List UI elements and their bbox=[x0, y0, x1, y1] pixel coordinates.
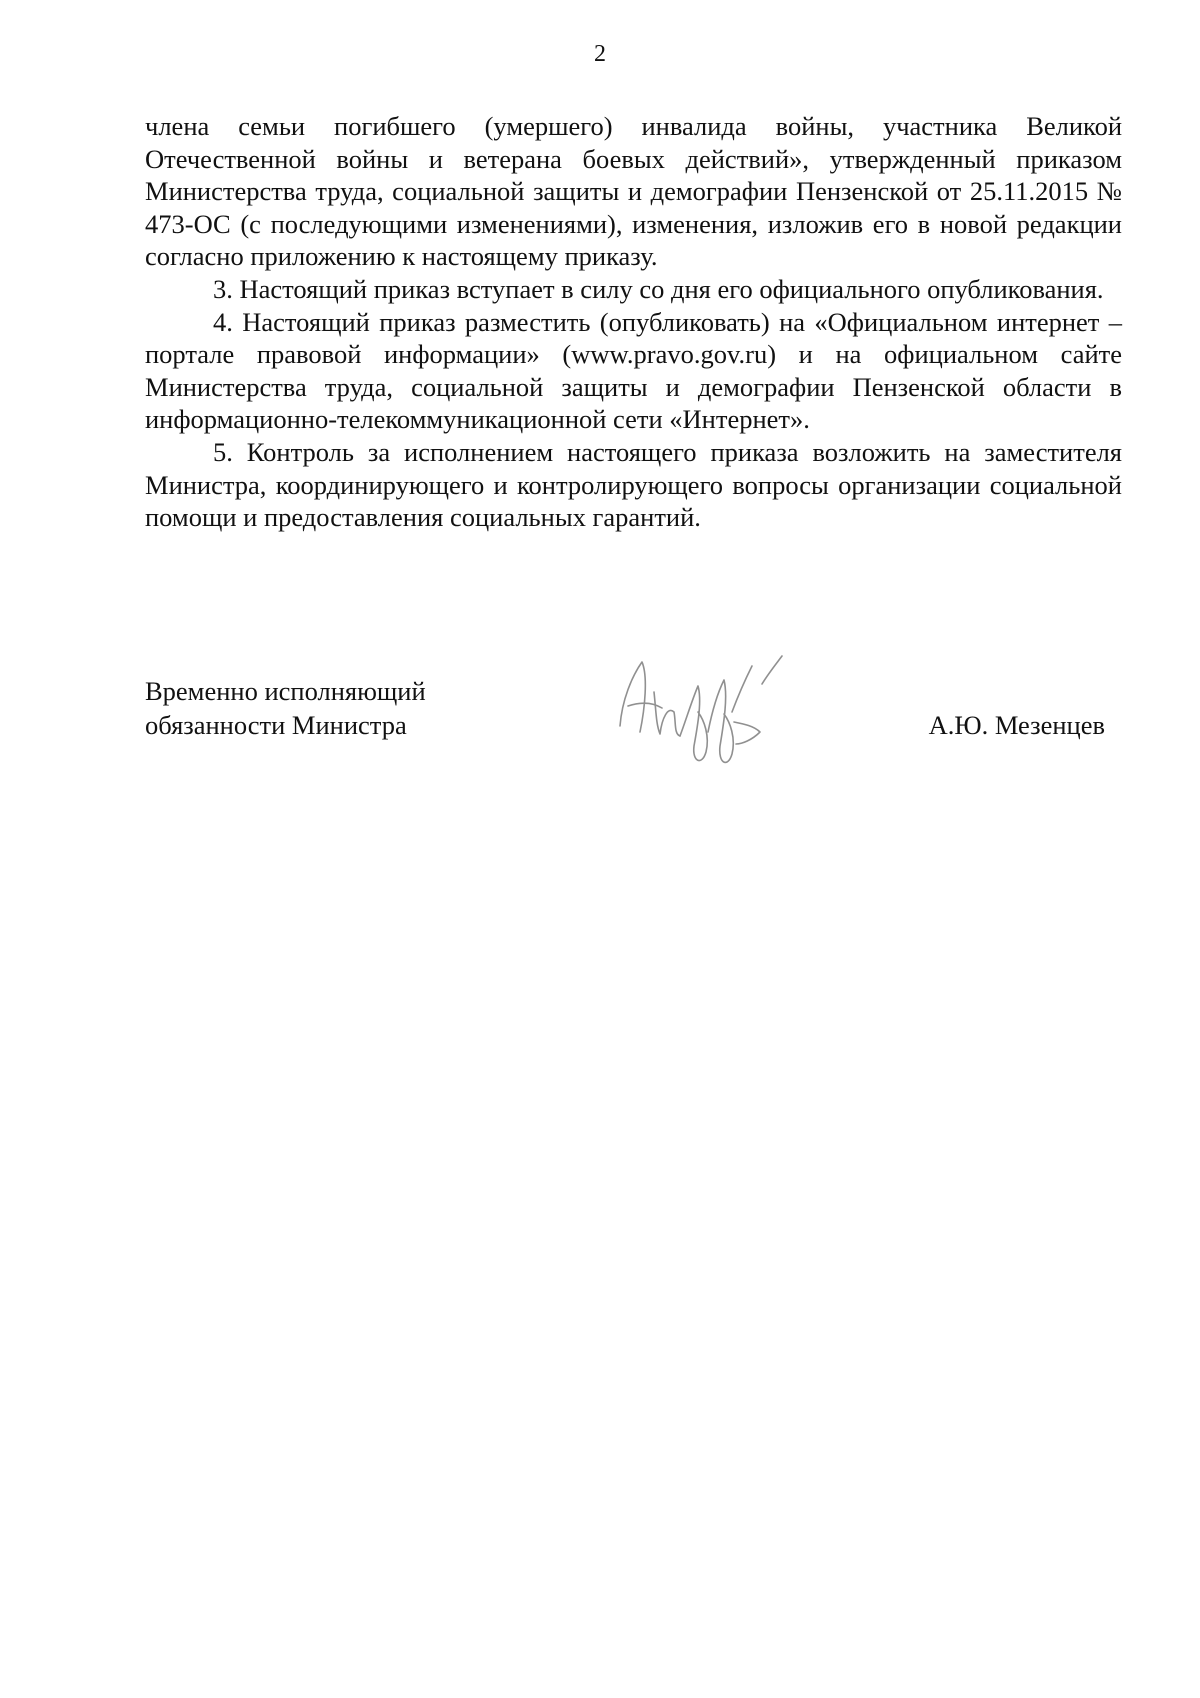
signatory-title-line-1: Временно исполняющий bbox=[145, 676, 426, 706]
signatory-name: А.Ю. Мезенцев bbox=[928, 710, 1105, 740]
paragraph-continuation: члена семьи погибшего (умершего) инвалида войны, участника Великой Отечественной войны и ветерана боевых действий», утвержденный приказом Министерства труда, социальной защиты и демографии Пензенской от 25.11.2015 № 473-ОС (с последующими изменениями), изменения, изложив его в новой редакции согласно приложению к настоящему приказу. bbox=[145, 111, 1122, 272]
paragraph-item-5: 5. Контроль за исполнением настоящего приказа возложить на заместителя Министра, координирующего и контролирующего вопросы организации социальной помощи и предоставления социальных гарантий. bbox=[145, 436, 1122, 533]
page-number: 2 bbox=[594, 41, 606, 67]
paragraph-item-3: 3. Настоящий приказ вступает в силу со дня его официального опубликования. bbox=[213, 273, 1104, 304]
paragraph-item-4: 4. Настоящий приказ разместить (опубликовать) на «Официальном интернет – портале правовой информации» (www.pravo.gov.ru) и на официальном сайте Министерства труда, социальной защиты и демографии Пензенской области в информационно-телекоммуникационной сети «Интернет». bbox=[145, 306, 1122, 435]
signatory-title-line-2: обязанности Министра bbox=[145, 710, 407, 740]
signatory-title bbox=[145, 674, 426, 742]
document-body bbox=[145, 110, 1122, 534]
handwritten-signature bbox=[612, 642, 792, 777]
